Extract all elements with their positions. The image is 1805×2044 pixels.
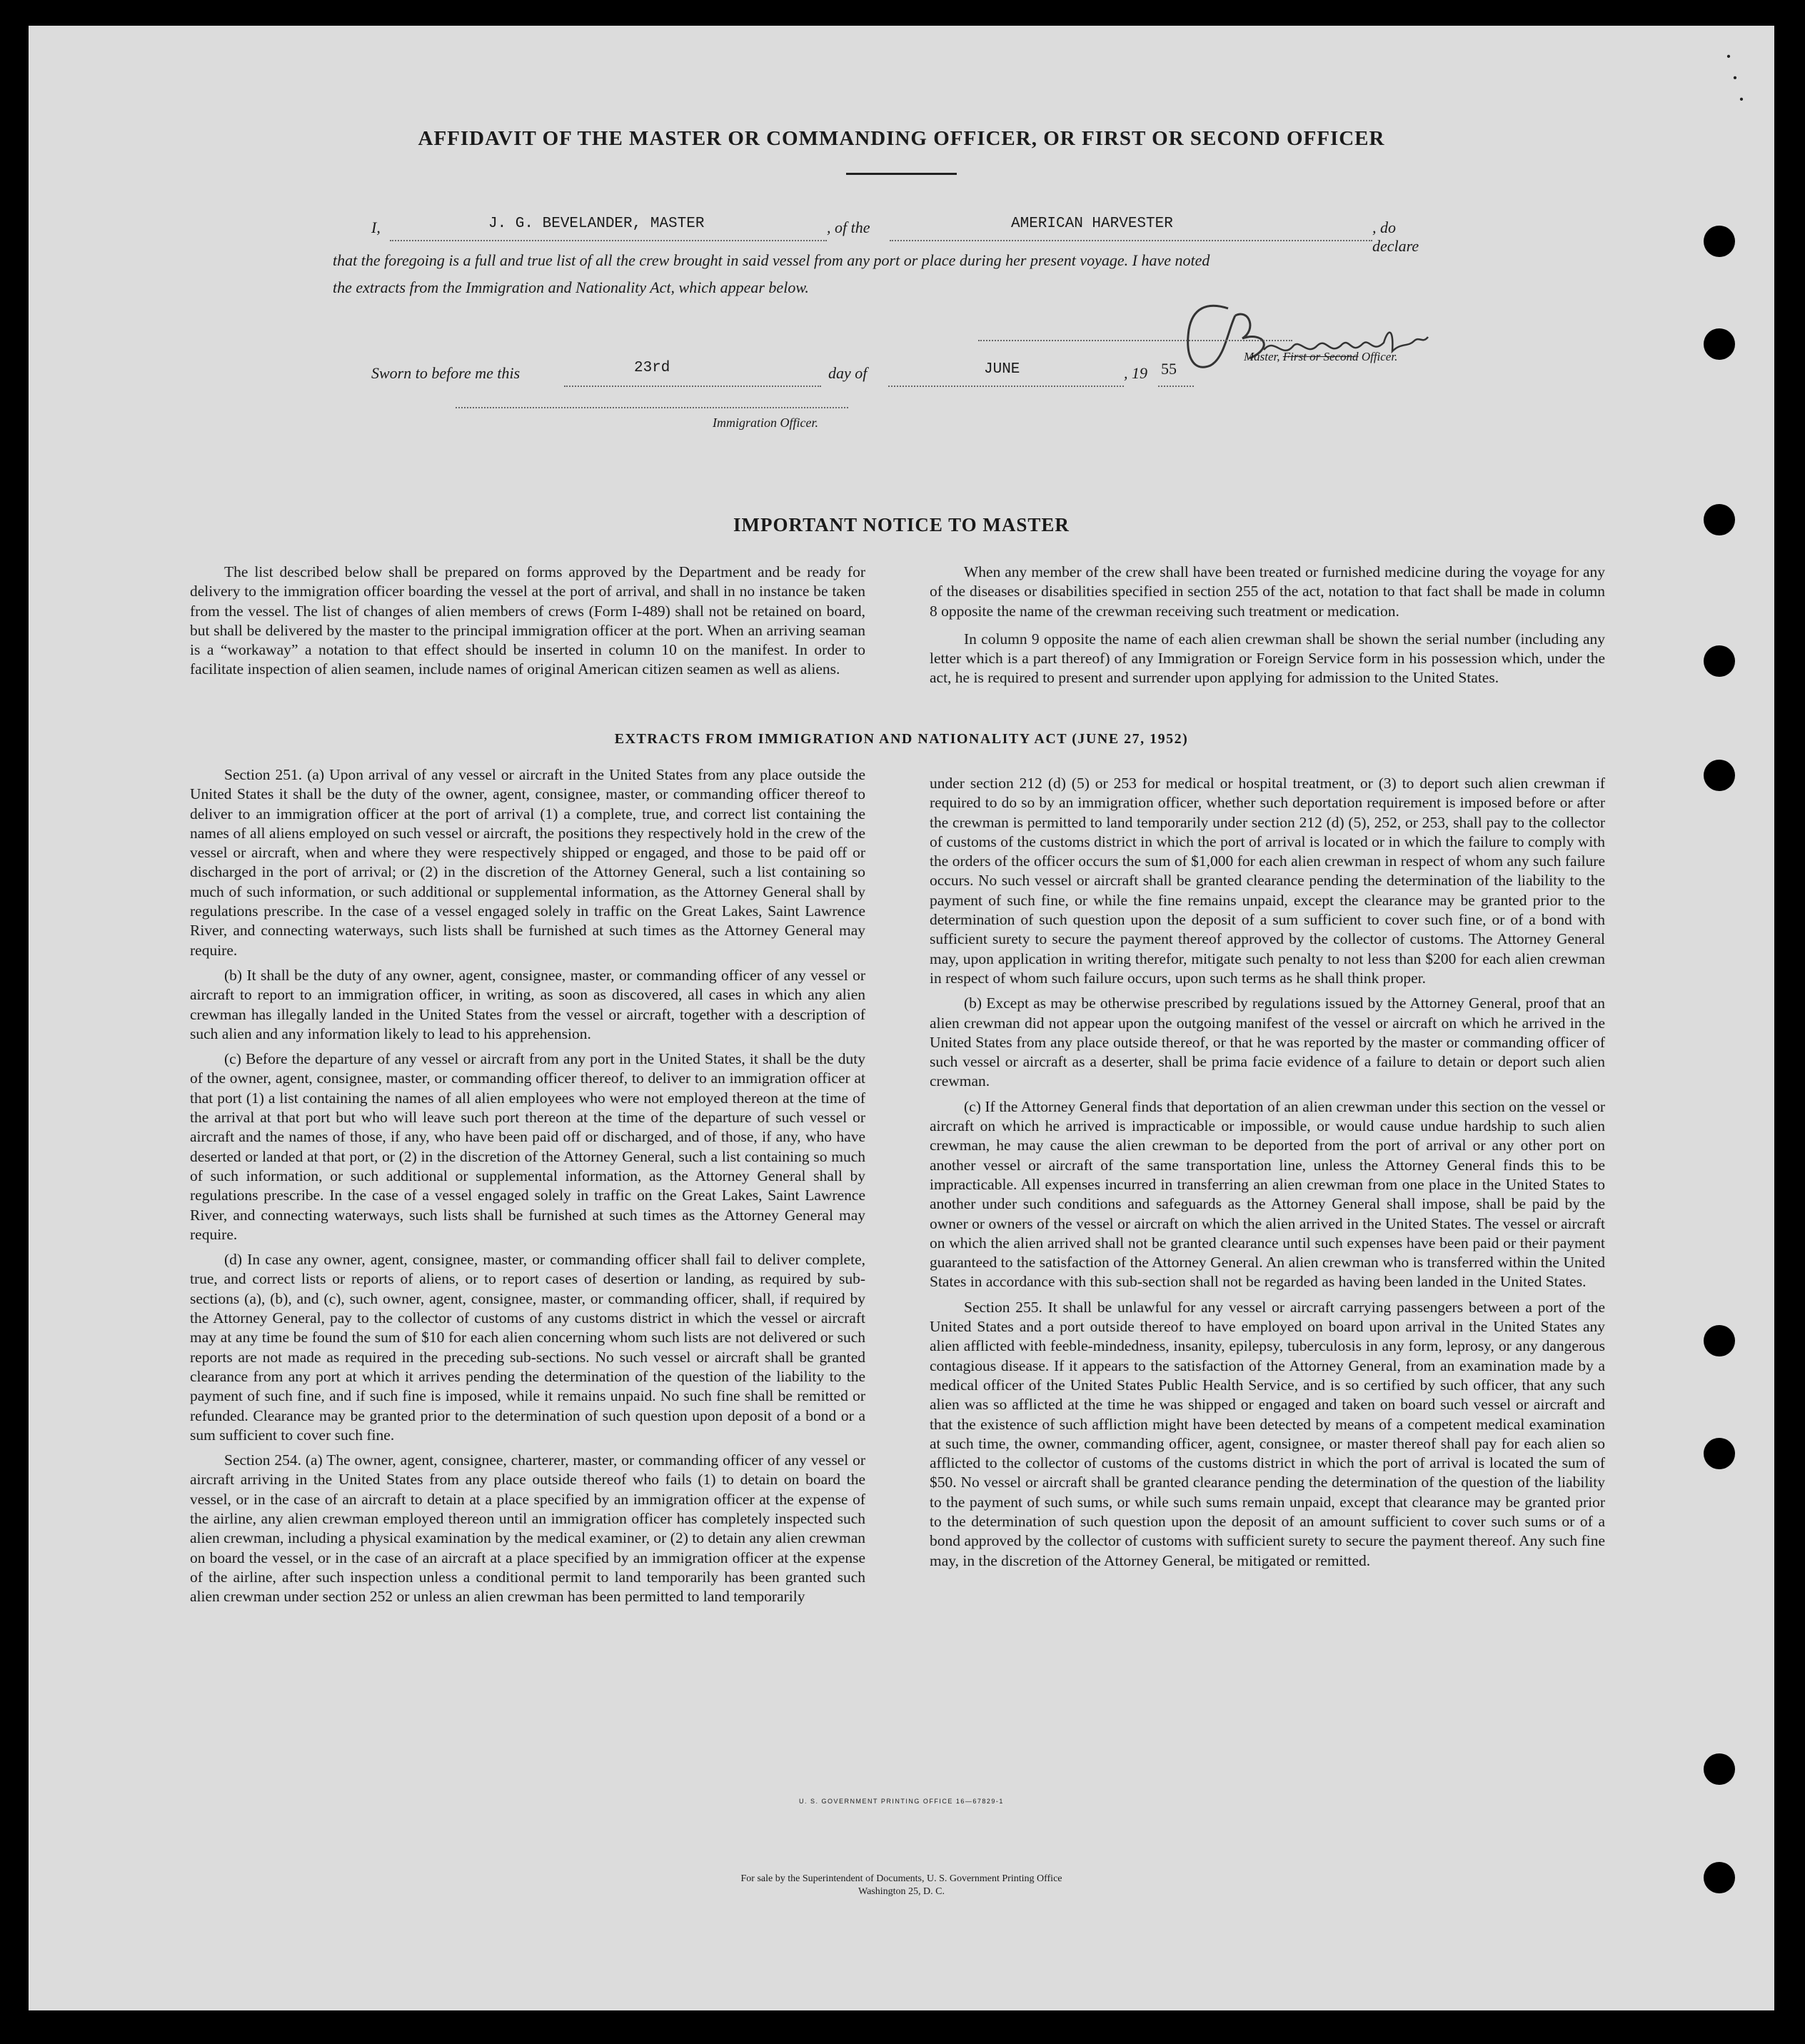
- sale-notice: [29, 1873, 1774, 1898]
- day-field: [564, 364, 821, 387]
- sale-line-2: Washington 25, D. C.: [858, 1886, 945, 1897]
- decl-line-2: that the foregoing is a full and true list of all the crew brought in said vessel from any port or place during her present voyage. I have noted: [333, 251, 1210, 269]
- title-rule: [846, 173, 957, 175]
- section-251-b: (b) It shall be the duty of any owner, agent, consignee, master, or commanding officer of any vessel or aircraft to report to an immigration officer, in writing, as soon as discovered, all cases in which any alien crewman has illegally landed in the United States from the vessel or aircraft, together with a description of such alien and any information likely to lead to his apprehension.: [190, 966, 865, 1042]
- extracts-right-column: [930, 774, 1605, 1571]
- notice-title: IMPORTANT NOTICE TO MASTER: [733, 514, 1070, 535]
- notice-left-column: [190, 563, 865, 680]
- sworn-month: JUNE: [984, 361, 1020, 378]
- section-254-a: Section 254. (a) The owner, agent, consignee, charterer, master, or commanding officer of any vessel or aircraft arriving in the United States from any place outside thereof who fails (1) to detain on board the vessel, or in the case of an aircraft to detain at a place specified by an immigration officer at the expense of the airline, any alien crewman employed thereon until an immigration officer has completely inspected such alien crewman, including a physical examination by the medical examiner, or (2) to detain any alien crewman on board the vessel, or in the case of an aircraft at a place specified by an immigration officer at the expense of the airline, after such inspection unless a conditional permit to land temporarily has been granted such alien crewman under section 252 or unless an alien crewman has been permitted to land temporarily: [190, 1451, 865, 1606]
- signature-line: [978, 340, 1292, 341]
- section-251-c: (c) Before the departure of any vessel or aircraft from any port in the United States, it shall be the duty of the owner, agent, consignee, master, or commanding officer thereof, to deliver to an immigration officer at that port (1) a list containing the names of all alien employees who were not employed thereon at the time of the arrival at that port but who will leave such port thereon at the time of the departure of such vessel or aircraft and the names of those, if any, who have been paid off or discharged, and of those, if any, who have deserted or landed at that port, or (2) in the discretion of the Attorney General, such a list containing so much of such information, or such additional or supplemental information, as the Attorney General shall by regulations prescribe. In the case of a vessel engaged solely in traffic on the Great Lakes, Saint Lawrence River, and connecting waterways, such lists shall be furnished at such times as the Attorney General may require.: [190, 1050, 865, 1243]
- sworn-year-prefix: , 19: [1124, 364, 1147, 382]
- section-251-d: (d) In case any owner, agent, consignee, master, or commanding officer shall fail to deliver complete, true, and correct lists or reports of aliens, or to report cases of desertion or landing, as required by sub-sections (a), (b), and (c), such owner, agent, consignee, master, or commanding officer, shall, if required by the Attorney General, pay to the collector of customs of any customs district in which the vessel or aircraft may at any time be found the sum of $10 for each alien concerning whom such lists are not delivered or such reports are not made as required in the preceding sub-sections. No such vessel or aircraft shall be granted clearance from any port at which it arrives pending the determination of the question of the liability to the payment of such fine, and if such fine is imposed, while it remains unpaid. No such fine shall be remitted or refunded. Clearance may be granted prior to the determination of such question upon deposit of a bond or a sum sufficient to cover such fine.: [190, 1251, 865, 1444]
- extracts-left-column: [190, 765, 865, 1606]
- decl-line-3: the extracts from the Immigration and Nationality Act, which appear below.: [333, 278, 809, 296]
- section-254-b: (b) Except as may be otherwise prescribed by regulations issued by the Attorney General, proof that an alien crewman did not appear upon the outgoing manifest of the vessel or aircraft on which he arrived in the United States from any place outside thereof, or that he was reported by the master or commanding officer of such vessel or aircraft as a deserter, shall be prima facie evidence of a failure to detain or deport such alien crewman.: [930, 995, 1605, 1090]
- decl-of-the: , of the: [827, 218, 870, 236]
- section-254-c: (c) If the Attorney General finds that deportation of an alien crewman under this section on the vessel or aircraft on which he arrived is impracticable or impossible, or would cause undue hardship to such alien crewman, he may cause the alien crewman to be deported from the port of arrival or any other port on another vessel or aircraft of the same transportation line, unless the Attorney General finds this to be impracticable. All expenses incurred in transferring an alien crewman from one place in the United States to another under such conditions and safeguards as the Attorney General shall impose, shall be paid by the owner or owners of the vessel or aircraft on which the alien arrived in the United States. The vessel or aircraft on which the alien arrived shall not be granted clearance until such expenses have been paid or their payment guaranteed to the satisfaction of the Attorney General. An alien crewman who is transferred within the United States in accordance with this sub-section shall not be regarded as having been landed in the United States.: [930, 1097, 1605, 1291]
- vessel-name: AMERICAN HARVESTER: [1011, 216, 1173, 232]
- notice-right-paragraph-2: In column 9 opposite the name of each alien crewman shall be shown the serial number (including any letter which is a part thereof) of any Immigration or Foreign Service form in his possession which, under the act, he is required to present and surrender upon applying for admission to the United States.: [930, 630, 1605, 687]
- gpo-imprint: U. S. GOVERNMENT PRINTING OFFICE 16—67829-1: [799, 1798, 1004, 1805]
- document-page: [29, 26, 1774, 2010]
- master-name: J. G. BEVELANDER, MASTER: [488, 216, 705, 232]
- signature-caption: Master, First or Second Officer.: [1244, 350, 1398, 363]
- immigration-officer-line: [456, 407, 848, 408]
- section-251-a: Section 251. (a) Upon arrival of any vessel or aircraft in the United States from any place outside the United States it shall be the duty of the owner, agent, consignee, master, or commanding officer thereof to deliver to an immigration officer at the port of arrival (1) a complete, true, and correct list containing the names of all aliens employed on such vessel or aircraft, the positions they respectively hold in the crew of the vessel or aircraft, when and where they were respectively shipped or engaged, and those to be paid off or discharged in the port of arrival; or (2) in the discretion of the Attorney General, such a list containing so much of such information, or such additional or supplemental information, as the Attorney General shall by regulations prescribe. In the case of a vessel engaged solely in traffic on the Great Lakes, Saint Lawrence River, and connecting waterways, such lists shall be furnished at such times as the Attorney General may require.: [190, 766, 865, 959]
- sale-line-1: For sale by the Superintendent of Documents, U. S. Government Printing Office: [740, 1873, 1062, 1884]
- notice-right-paragraph-1: When any member of the crew shall have been treated or furnished medicine during the voyage for any of the diseases or disabilities specified in section 255 of the act, notation to that fact shall be made in column 8 opposite the name of the crewman receiving such treatment or medication.: [930, 563, 1605, 620]
- notice-left-paragraph: The list described below shall be prepared on forms approved by the Department and be ready for delivery to the immigration officer boarding the vessel at the port of arrival, and shall in no instance be taken from the vessel. The list of changes of alien members of crews (Form I-489) shall not be retained on board, but shall be delivered by the master to the principal immigration officer at the port. When an arriving seaman is a “workaway” a notation to that effect should be inserted in column 10 on the manifest. In order to facilitate inspection of alien seamen, include names of original American citizen seamen as well as aliens.: [190, 563, 865, 678]
- notice-right-column: [930, 563, 1605, 688]
- affidavit-title: AFFIDAVIT OF THE MASTER OR COMMANDING OFFICER, OR FIRST OR SECOND OFFICER: [418, 127, 1385, 150]
- section-254-a-continued: under section 212 (d) (5) or 253 for medical or hospital treatment, or (3) to deport such alien crewman if required to do so by an immigration officer, whether such deportation requirement is imposed before or after the crewman is permitted to land temporarily under section 212 (d) (5), 252, or 253, shall pay to the collector of customs of the customs district in which the port of arrival is located or in which the failure to comply with the orders of the officer occurs the sum of $1,000 for each alien crewman in respect of whom any such failure occurs. No such vessel or aircraft shall be granted clearance pending the determination of the liability to the payment of such fine, or while the fine remains unpaid, except the clearance may be granted prior to the determination of such question upon the deposit of a sum sufficient to cover such fine, or of a bond with sufficient surety to secure the payment thereof approved by the collector of customs. The Attorney General may, upon application in writing therefor, mitigate such penalty to not less than $200 for each alien crewman in respect of whom such failure occurs, upon such terms as he shall think proper.: [930, 775, 1605, 987]
- extracts-title: EXTRACTS FROM IMMIGRATION AND NATIONALITY ACT (JUNE 27, 1952): [614, 731, 1189, 747]
- sworn-day: 23rd: [634, 360, 670, 376]
- section-255: Section 255. It shall be unlawful for any vessel or aircraft carrying passengers between a port of the United States and a port outside thereof to have employed on board upon arrival in the United States any alien afflicted with feeble-mindedness, insanity, epilepsy, tuberculosis in any form, leprosy, or any dangerous contagious disease. If it appears to the satisfaction of the Attorney General, from an examination made by a medical officer of the United States Public Health Service, and is so certified by such officer, that any such alien was so afflicted at the time he was shipped or engaged and taken on board such vessel or aircraft and that the existence of such affliction might have been detected by means of a competent medical examination at such time, the owner, commanding officer, agent, consignee, or master thereof shall pay for each alien so afflicted to the collector of customs of the customs district in which the port of arrival is located the sum of $50. No vessel or aircraft shall be granted clearance pending the determination of the question of the liability to the payment of such sums, or while such sums remain unpaid, except that clearance may be granted prior to the determination of such question upon the deposit of an amount sufficient to cover such sums or of a bond approved by the collector of customs with sufficient surety to secure the payment thereof. Any such fine may, in the discretion of the Attorney General, be mitigated or remitted.: [930, 1298, 1605, 1569]
- corner-marks: · · ·: [1724, 42, 1746, 114]
- immigration-officer-caption: Immigration Officer.: [713, 416, 818, 430]
- sworn-line: [371, 360, 1228, 400]
- decl-suffix: , do declare: [1372, 218, 1419, 255]
- sworn-year: 55: [1161, 360, 1177, 378]
- sworn-day-of: day of: [828, 364, 868, 382]
- decl-prefix: I,: [371, 218, 381, 236]
- sworn-prefix: Sworn to before me this: [371, 364, 521, 382]
